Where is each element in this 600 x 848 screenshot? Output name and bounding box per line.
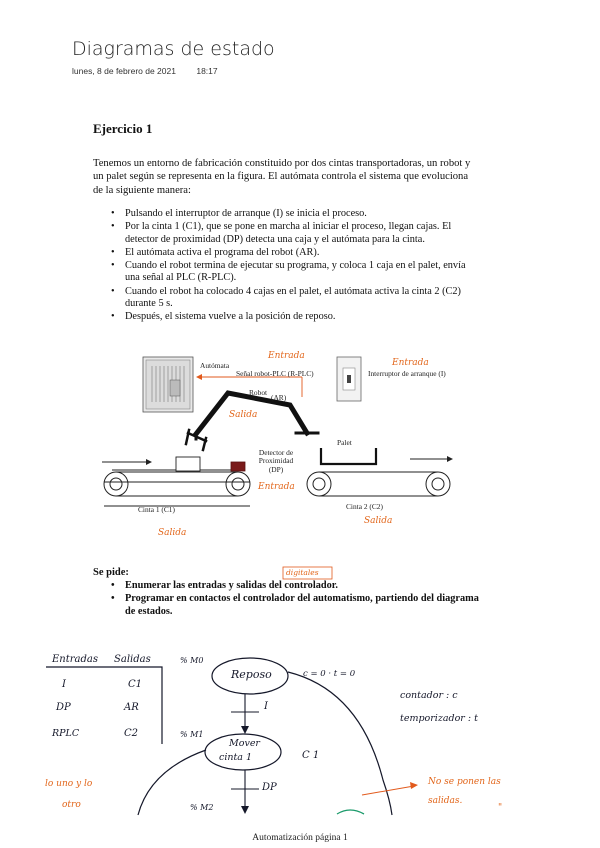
page-time: 18:17 bbox=[196, 66, 218, 76]
note-entrada-signal: Entrada bbox=[268, 351, 305, 361]
cinta1-label: Cinta 1 (C1) bbox=[138, 505, 175, 514]
transition-dp: DP bbox=[262, 782, 277, 793]
list-item: • Después, el sistema vuelve a la posición de reposo. bbox=[107, 311, 479, 324]
list-item: • Programar en contactos el controlador del automatismo, partiendo del diagrama de estados. bbox=[107, 593, 479, 618]
exercise-heading: Ejercicio 1 bbox=[93, 121, 153, 136]
marker-m1: % M1 bbox=[180, 730, 204, 739]
io-out-0: C1 bbox=[128, 679, 143, 690]
list-item: • Pulsando el interruptor de arranque (I) se inicia el proceso. bbox=[107, 208, 479, 221]
marker-m2: % M2 bbox=[190, 803, 214, 812]
state-reposo-label: Reposo bbox=[231, 668, 272, 681]
side-note-1: lo uno y lo bbox=[45, 779, 93, 789]
note-entrada-dp: Entrada bbox=[258, 482, 295, 492]
cinta2-label: Cinta 2 (C2) bbox=[346, 502, 383, 511]
contador-note: contador : c bbox=[400, 690, 458, 701]
temporizador-note: temporizador : t bbox=[400, 713, 478, 724]
note-entrada-switch: Entrada bbox=[392, 358, 429, 368]
list-item: • Cuando el robot termina de ejecutar su programa, y coloca 1 caja en el palet, envía una señal al PLC (R-PLC). bbox=[107, 260, 479, 285]
detector-label: Detector de Proximidad (DP) bbox=[258, 448, 294, 474]
palet-label: Palet bbox=[337, 438, 352, 447]
no-salidas-note-1: No se ponen las bbox=[428, 777, 501, 787]
robot-label: Robot bbox=[249, 388, 268, 397]
note-salida-c1: Salida bbox=[158, 528, 187, 538]
note-salida-c2: Salida bbox=[364, 516, 393, 526]
reposo-action: c = 0 · t = 0 bbox=[303, 669, 356, 679]
automata-label: Autómata bbox=[200, 361, 230, 370]
robot-code-label: (AR) bbox=[271, 393, 287, 402]
list-item: • Cuando el robot ha colocado 4 cajas en el palet, el autómata activa la cinta 2 (C2) durante 5 s. bbox=[107, 286, 479, 311]
marker-m0: % M0 bbox=[180, 656, 204, 665]
action-c1: C 1 bbox=[302, 750, 320, 761]
switch-label: Interruptor de arranque (I) bbox=[368, 369, 446, 378]
salidas-header: Salidas bbox=[114, 654, 151, 665]
signal-label: Señal robot-PLC (R-PLC) bbox=[236, 369, 314, 378]
io-in-1: DP bbox=[56, 702, 71, 713]
no-salidas-note-2: salidas. bbox=[428, 796, 463, 806]
side-note-2: otro bbox=[62, 800, 81, 810]
exercise-intro: Tenemos un entorno de fabricación constituido por dos cintas transportadoras, un robot y un palet según se representa en la figura. El autómata controla el sistema que evoluciona de la siguiente manera: bbox=[93, 158, 471, 196]
quote-mark: " bbox=[498, 803, 503, 813]
page-title: Diagramas de estado bbox=[72, 38, 275, 60]
page-footer: Automatización página 1 bbox=[252, 833, 348, 843]
list-item: • Enumerar las entradas y salidas del controlador. bbox=[107, 580, 479, 593]
list-item: • El autómata activa el programa del robot (AR). bbox=[107, 247, 479, 260]
io-in-0: I bbox=[62, 679, 66, 690]
page-date: lunes, 8 de febrero de 2021 bbox=[72, 66, 176, 76]
io-in-2: RPLC bbox=[52, 728, 80, 739]
entradas-header: Entradas bbox=[52, 654, 98, 665]
io-out-1: AR bbox=[124, 702, 139, 713]
se-pide-heading: Se pide: bbox=[93, 567, 129, 578]
io-out-2: C2 bbox=[124, 728, 139, 739]
note-digitales: digitales bbox=[286, 568, 319, 577]
transition-i: I bbox=[264, 701, 268, 712]
state-mover-label-1: Mover bbox=[229, 738, 260, 749]
note-salida-robot: Salida bbox=[229, 410, 258, 420]
state-mover-label-2: cinta 1 bbox=[219, 752, 253, 763]
list-item: • Por la cinta 1 (C1), que se pone en marcha al iniciar el proceso, llegan cajas. El detector de proximidad (DP) detecta una caja y el autómata para la cinta. bbox=[107, 221, 479, 246]
